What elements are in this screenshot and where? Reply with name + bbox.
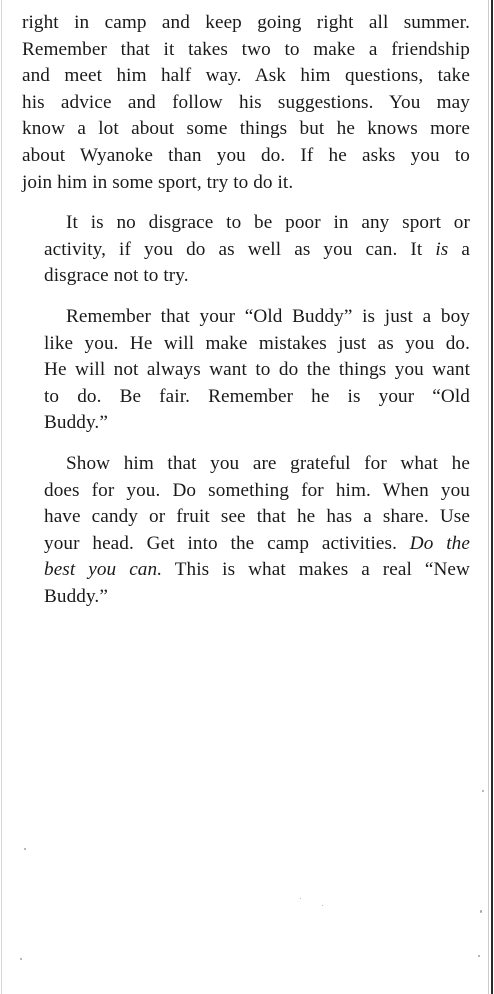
paper-speck [480,910,482,913]
page-edge-right [491,0,493,994]
text-line: have candy or fruit see that he has a share. Use [44,506,470,528]
text-line: Remember that your “Old Buddy” is just a boy [66,305,470,327]
text-line: about Wyanoke than you do. If he asks you to [22,144,470,166]
text-line: and meet him half way. Ask him questions, take [22,65,470,87]
italic-word: is [435,238,449,260]
text-line: his advice and follow his suggestions. You may [22,91,470,113]
text-line [22,557,470,584]
text-line [22,531,470,558]
text-line: right in camp and keep going right all summer. [22,12,470,33]
text-fragment: your head. Get into the camp activities. [44,532,410,554]
page-edge-inner [488,0,489,994]
body-text [22,10,470,624]
page-edge-left [1,0,2,994]
text-line: Buddy.” [44,412,108,434]
text-line: like you. He will make mistakes just as you do. [44,332,470,354]
text-line: know a lot about some things but he knows more [22,118,470,140]
paper-speck [478,955,480,957]
text-line: He will not always want to do the things you want [44,359,470,381]
text-fragment: a [448,238,470,260]
text-line: to do. Be fair. Remember he is your “Old [44,385,470,407]
text-line [22,237,470,264]
paragraph-3 [22,304,470,437]
paragraph-4 [22,451,470,611]
text-fragment: activity, if you do as well as you can. It [44,238,436,260]
italic-phrase: Do the [409,532,470,554]
text-line: Remember that it takes two to make a friendship [22,38,470,60]
paragraph-1 [22,10,470,196]
paper-speck [20,958,22,960]
paper-speck [300,898,301,899]
paper-speck [24,848,26,850]
text-line: Buddy.” [44,585,108,607]
text-line: Show him that you are grateful for what he [66,452,470,474]
paper-speck [482,790,484,792]
paragraph-2 [22,210,470,290]
text-fragment: This is what makes a real “New [162,559,470,581]
italic-phrase: best you can. [44,559,163,581]
text-line: join him in some sport, try to do it. [22,171,294,193]
text-line: disgrace not to try. [44,265,189,287]
text-line: does for you. Do something for him. When you [44,479,470,501]
text-line: It is no disgrace to be poor in any sport or [66,212,470,234]
paper-speck [322,905,323,906]
